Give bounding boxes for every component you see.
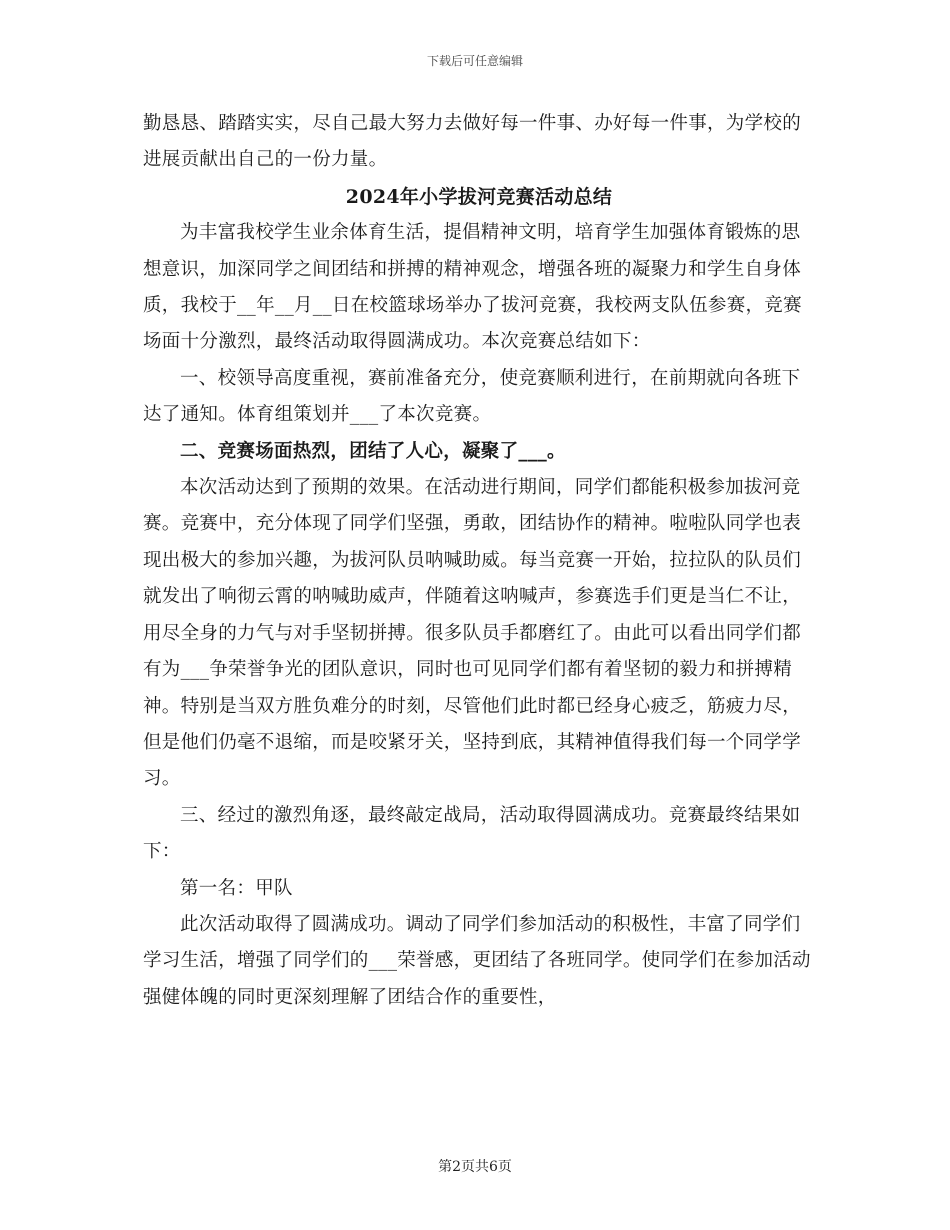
- lead-paragraph: 勤恳恳、踏踏实实，尽自己最大努力去做好每一件事、办好每一件事，为学校的进展贡献出自己的一份力量。: [143, 113, 802, 171]
- result-first-place: 第一名：甲队: [180, 877, 293, 899]
- paragraph-section-1: 一、校领导高度重视，赛前准备充分，使竞赛顺利进行，在前期就向各班下达了通知。体育组策划并___了本次竞赛。: [143, 367, 801, 426]
- section-heading-2: 二、竞赛场面热烈，团结了人心，凝聚了___。: [180, 440, 566, 462]
- paragraph-intro: 为丰富我校学生业余体育生活，提倡精神文明，培育学生加强体育锻炼的思想意识，加深同学之间团结和拼搏的精神观念，增强各班的凝聚力和学生自身体质，我校于__年__月__日在校篮球场举办了拔河竞赛，我校两支队伍参赛，竞赛场面十分激烈，最终活动取得圆满成功。本次竞赛总结如下：: [143, 222, 802, 353]
- paragraph-section-3: 三、经过的激烈角逐，最终敲定战局，活动取得圆满成功。竞赛最终结果如下：: [143, 804, 801, 863]
- page-number: 第2页共6页: [438, 1159, 512, 1175]
- paragraph-conclusion: 此次活动取得了圆满成功。调动了同学们参加活动的积极性，丰富了同学们学习生活，增强了同学们的___荣誉感，更团结了各班同学。使同学们在参加活动强健体魄的同时更深刻理解了团结合作的重要性，: [143, 913, 811, 1008]
- page-header: 下载后可任意编辑: [426, 54, 523, 68]
- document-title: 2024年小学拔河竞赛活动总结: [345, 185, 613, 208]
- document-body: [143, 106, 815, 1016]
- paragraph-activity: 本次活动达到了预期的效果。在活动进行期间，同学们都能积极参加拔河竞赛。竞赛中，充分体现了同学们坚强，勇敢，团结协作的精神。啦啦队同学也表现出极大的参加兴趣，为拔河队员呐喊助威。每当竞赛一开始，拉拉队的队员们就发出了响彻云霄的呐喊助威声，伴随着这呐喊声，参赛选手们更是当仁不让，用尽全身的力气与对手坚韧拼搏。很多队员手都磨红了。由此可以看出同学们都有为___争荣誉争光的团队意识，同时也可见同学们都有着坚韧的毅力和拼搏精神。特别是当双方胜负难分的时刻，尽管他们此时都已经身心疲乏，筋疲力尽，但是他们仍毫不退缩，而是咬紧牙关，坚持到底，其精神值得我们每一个同学学习。: [143, 477, 802, 790]
